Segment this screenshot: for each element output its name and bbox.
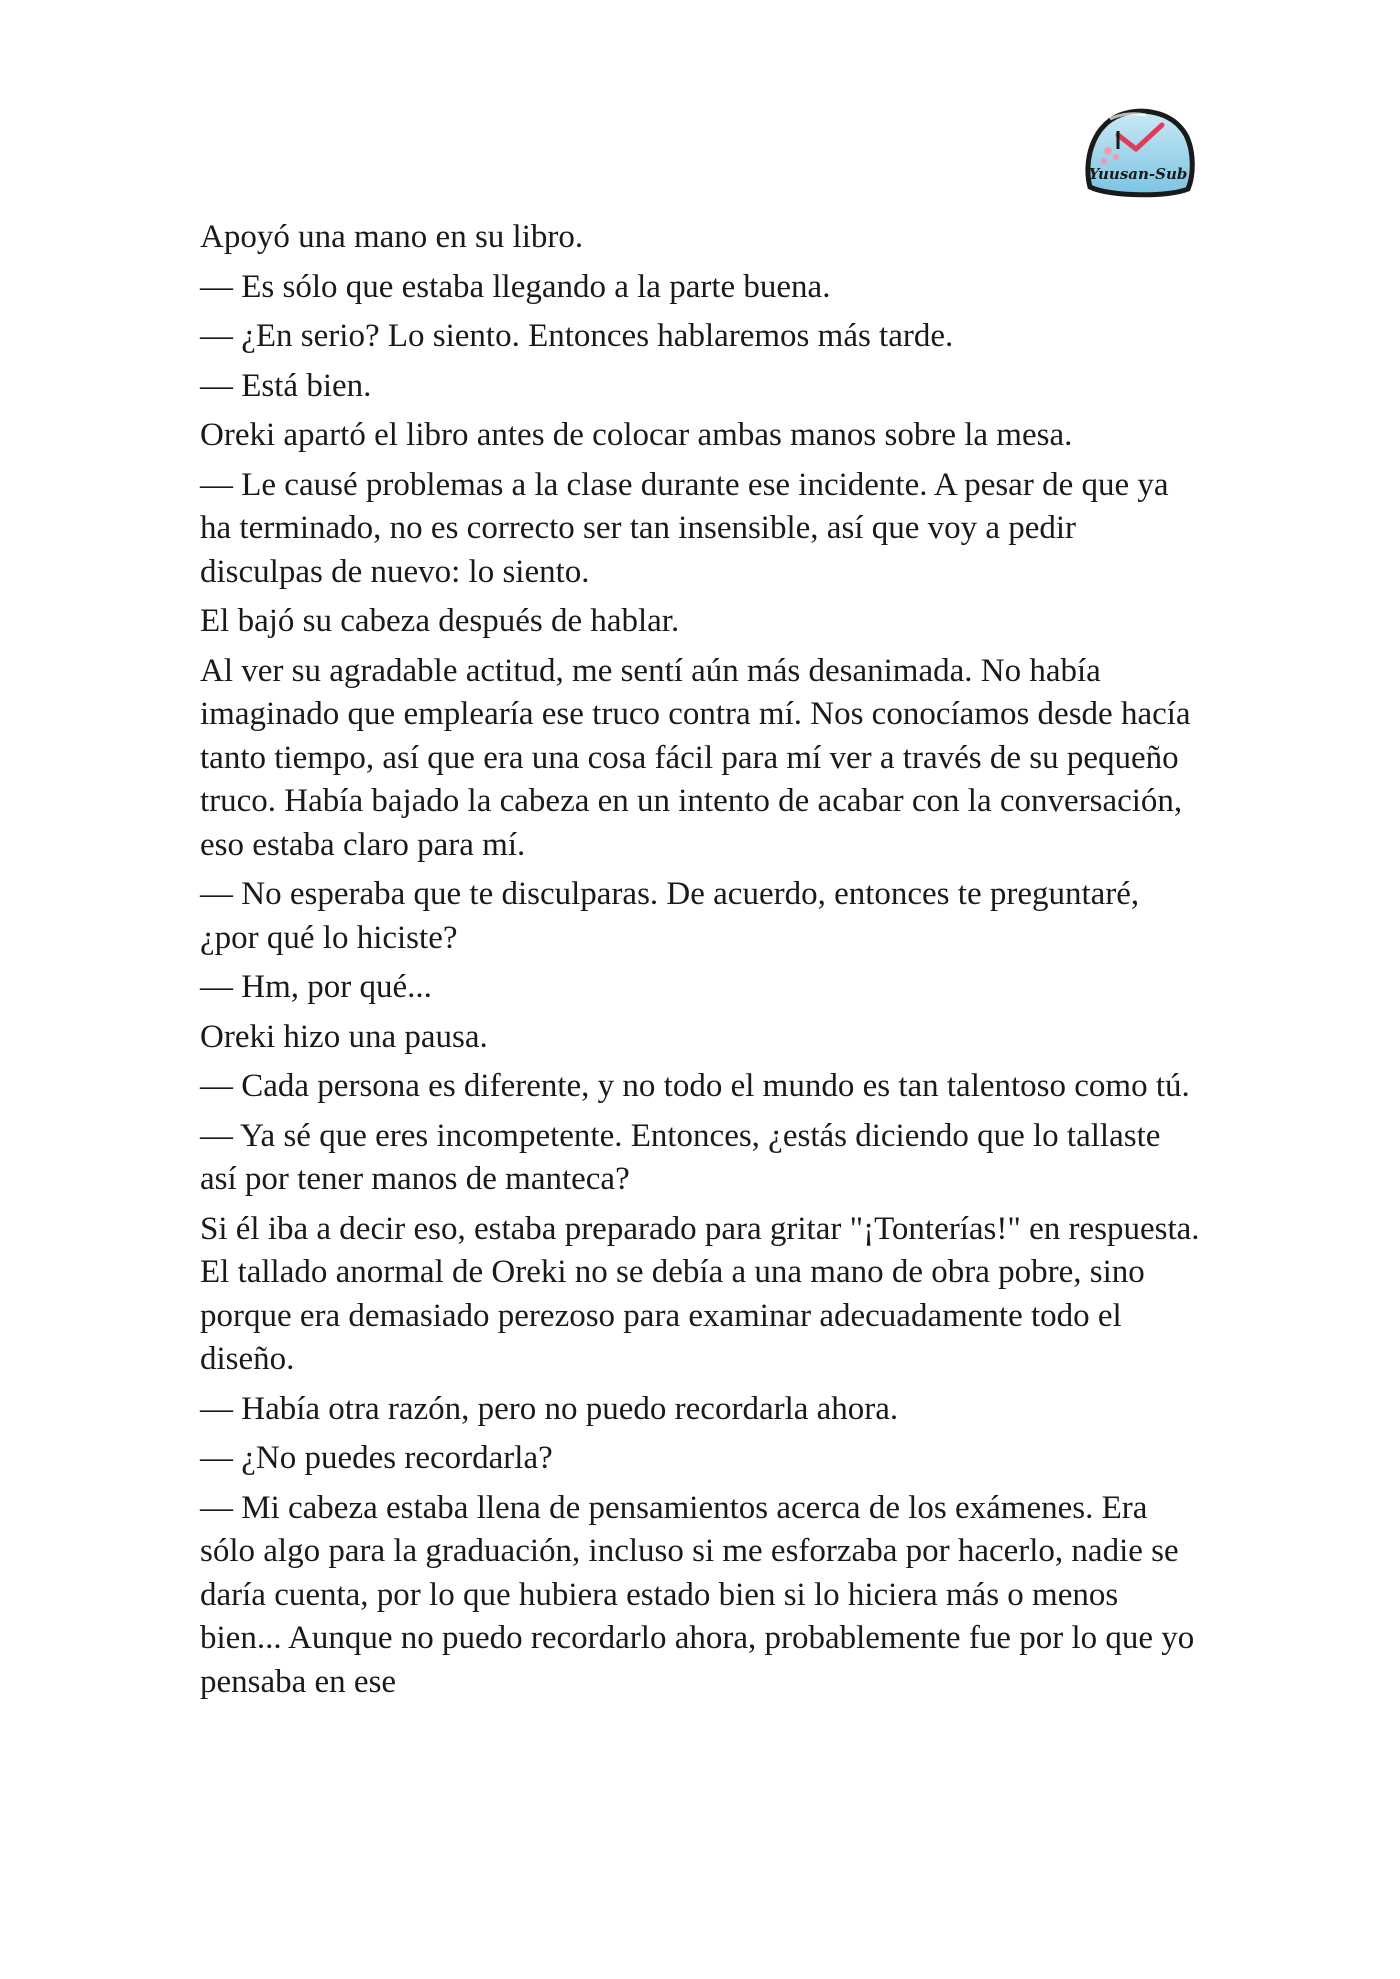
paragraph: — Ya sé que eres incompetente. Entonces, ¿estás diciendo que lo tallaste así por tener manos de manteca?: [200, 1117, 1161, 1197]
paragraph: Oreki apartó el libro antes de colocar ambas manos sobre la mesa.: [200, 417, 1073, 453]
paragraph: — Mi cabeza estaba llena de pensamientos acerca de los exámenes. Era sólo algo para la graduación, incluso si me esforzaba por hacerlo, nadie se daría cuenta, por lo que hubiera estado bien si lo hiciera más o menos bien... Aunque no puedo recordarlo ahora, probablemente fue por lo que yo pensaba en ese: [200, 1489, 1195, 1700]
yuusan-sub-logo: [1080, 105, 1196, 201]
logo-badge-icon: [1080, 105, 1196, 201]
paragraph: — Es sólo que estaba llegando a la parte buena.: [200, 268, 831, 305]
paragraph: Al ver su agradable actitud, me sentí aún más desanimada. No había imaginado que emplearía ese truco contra mí. Nos conocíamos desde hacía tanto tiempo, así que era una cosa fácil para mí ver a través de su pequeño truco. Había bajado la cabeza en un intento de acabar con la conversación, eso estaba claro para mí.: [200, 652, 1191, 863]
logo-text: Yuusan-Sub: [1088, 165, 1188, 183]
document-body: [200, 216, 1200, 1710]
paragraph: — ¿No puedes recordarla?: [200, 1440, 553, 1476]
paragraph: Si él iba a decir eso, estaba preparado para gritar "¡Tonterías!" en respuesta. El tallado anormal de Oreki no se debía a una mano de obra pobre, sino porque era demasiado perezoso para examinar adecuadamente todo el diseño.: [200, 1210, 1200, 1377]
paragraph: — Había otra razón, pero no puedo recordarla ahora.: [200, 1390, 899, 1427]
paragraph: — Hm, por qué...: [200, 969, 432, 1005]
paragraph: Oreki hizo una pausa.: [200, 1018, 488, 1055]
paragraph: — ¿En serio? Lo siento. Entonces hablaremos más tarde.: [200, 318, 954, 354]
paragraph: — Cada persona es diferente, y no todo el mundo es tan talentoso como tú.: [200, 1068, 1190, 1104]
paragraph: — Le causé problemas a la clase durante ese incidente. A pesar de que ya ha terminado, no es correcto ser tan insensible, así que voy a pedir disculpas de nuevo: lo siento.: [200, 466, 1169, 590]
paragraph: El bajó su cabeza después de hablar.: [200, 603, 680, 639]
paragraph: — No esperaba que te disculparas. De acuerdo, entonces te preguntaré, ¿por qué lo hiciste?: [200, 876, 1140, 956]
paragraph: Apoyó una mano en su libro.: [200, 219, 584, 255]
paragraph: — Está bien.: [200, 367, 372, 404]
